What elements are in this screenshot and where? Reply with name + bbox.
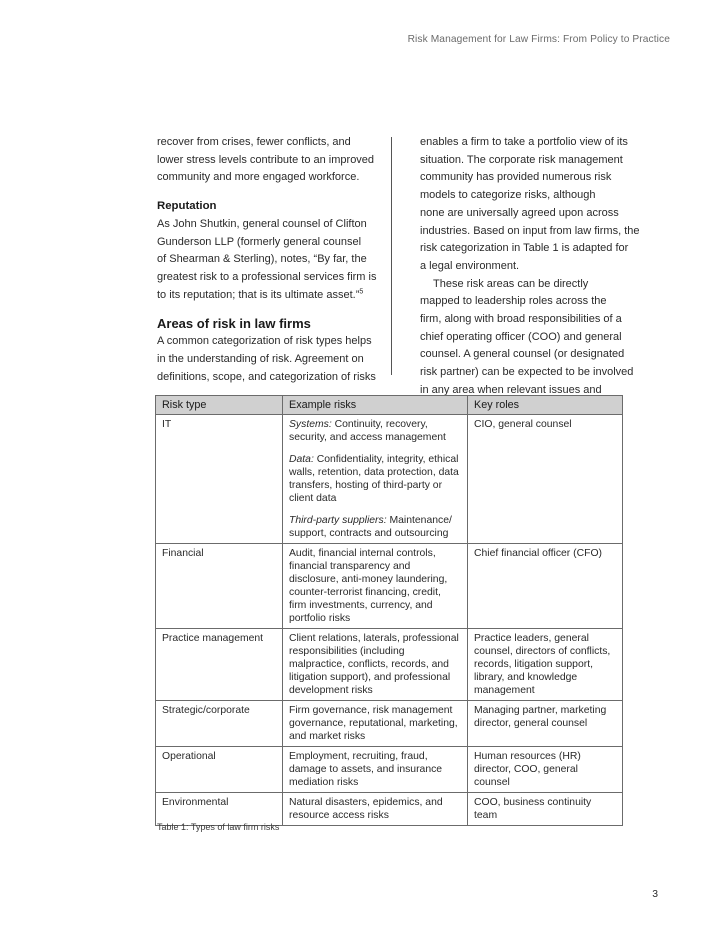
text-line: in the understanding of risk. Agreement on [157,353,364,366]
item-text: Maintenance/ support, contracts and outsourcing [289,515,452,539]
text-line: firm, along with broad responsibilities of a [420,313,622,326]
reputation-heading: Reputation [157,200,217,213]
text-line: These risk areas can be directly [433,277,589,290]
key-roles-cell: COO, business continuity team [468,793,623,826]
text-line: greatest risk to a professional services firm is [157,270,377,283]
text-line: enables a firm to take a portfolio view of its [420,136,628,148]
example-risks-cell: Natural disasters, epidemics, and resource access risks [283,793,468,826]
table-row [156,701,623,747]
risk-types-table [155,395,623,826]
header-key-roles: Key roles [468,396,623,415]
text-line: of Shearman & Sterling), notes, “By far, the [157,253,367,266]
risk-type-cell: Practice management [156,629,283,701]
key-roles-cell: Managing partner, marketing director, general counsel [468,701,623,747]
page-number: 3 [652,889,658,900]
item-label: Third-party suppliers: [289,515,387,526]
text-line: counsel. A general counsel (or designated [420,348,625,361]
text-line: Gunderson LLP (formerly general counsel [157,235,362,248]
table-row [156,747,623,793]
intro-paragraph [157,134,373,187]
risk-type-cell: Financial [156,544,283,629]
table-row [156,544,623,629]
areas-of-risk-heading: Areas of risk in law firms [157,316,311,332]
item-label: Systems: [289,419,332,430]
portfolio-paragraph [420,134,640,276]
text-line-with-footnote [157,287,373,305]
example-risks-cell: Employment, recruiting, fraud, damage to assets, and insurance mediation risks [283,747,468,793]
footnote-marker: 5 [359,287,364,295]
mapping-paragraph [420,276,636,400]
example-risks-cell [283,415,468,544]
item-label: Data: [289,454,314,465]
example-risks-cell: Firm governance, risk management governance, reputational, marketing, and market risks [283,701,468,747]
table-caption: Table 1: Types of law firm risks [157,822,280,832]
header-risk-type: Risk type [156,396,283,415]
reputation-paragraph [157,216,377,305]
text-line: community has provided numerous risk [420,171,612,184]
text-line: risk categorization in Table 1 is adapted for [420,242,629,255]
it-systems-item [289,419,446,443]
header-example-risks: Example risks [283,396,468,415]
table-row [156,793,623,826]
key-roles-cell: CIO, general counsel [468,415,623,544]
risk-type-cell: Operational [156,747,283,793]
key-roles-cell: Practice leaders, general counsel, directors of conflicts, records, litigation support, library, and knowledge management [468,629,623,701]
key-roles-cell: Human resources (HR) director, COO, general counsel [468,747,623,793]
left-column [157,134,377,386]
text-line: none are universally agreed upon across [420,206,619,219]
text-line: recover from crises, fewer conflicts, and [157,136,351,148]
risk-type-cell: Environmental [156,793,283,826]
table-row [156,629,623,701]
text-line: A common categorization of risk types helps [157,335,372,348]
example-risks-cell: Client relations, laterals, professional responsibilities (including malpractice, conflicts, records, and litigation support), and professional development risks [283,629,468,701]
right-column [420,134,640,400]
text-line: risk partner) can be expected to be involved [420,366,634,379]
text-line: to its reputation; that is its ultimate asset.” [157,288,360,301]
text-line: definitions, scope, and categorization of risks [157,370,376,383]
text-line: community and more engaged workforce. [157,171,360,184]
risk-type-cell: IT [156,415,283,544]
text-line: models to categorize risks, although [420,189,596,202]
key-roles-cell: Chief financial officer (CFO) [468,544,623,629]
running-header: Risk Management for Law Firms: From Policy to Practice [407,34,670,45]
text-line: a legal environment. [420,259,520,272]
item-text: Confidentiality, integrity, ethical walls, retention, data protection, data transfers, hosting of third-party or client data [289,454,459,504]
text-line: chief operating officer (COO) and general [420,330,622,343]
it-suppliers-item [289,515,452,539]
text-line: industries. Based on input from law firms, the [420,224,640,237]
areas-paragraph [157,333,376,386]
text-line: As John Shutkin, general counsel of Clifton [157,217,367,230]
risk-type-cell: Strategic/corporate [156,701,283,747]
it-data-item [289,454,459,504]
text-line: mapped to leadership roles across the [420,295,607,308]
text-line: in any area when relevant issues and [420,383,602,396]
item-text: Continuity, recovery, security, and access management [289,419,446,443]
table-header-row [156,396,623,415]
text-line: situation. The corporate risk management [420,153,623,166]
example-risks-cell: Audit, financial internal controls, financial transparency and disclosure, anti-money laundering, counter-terrorist financing, credit, firm investments, currency, and portfolio risks [283,544,468,629]
column-divider [391,137,392,375]
table-row [156,415,623,544]
text-line: lower stress levels contribute to an improved [157,153,375,166]
